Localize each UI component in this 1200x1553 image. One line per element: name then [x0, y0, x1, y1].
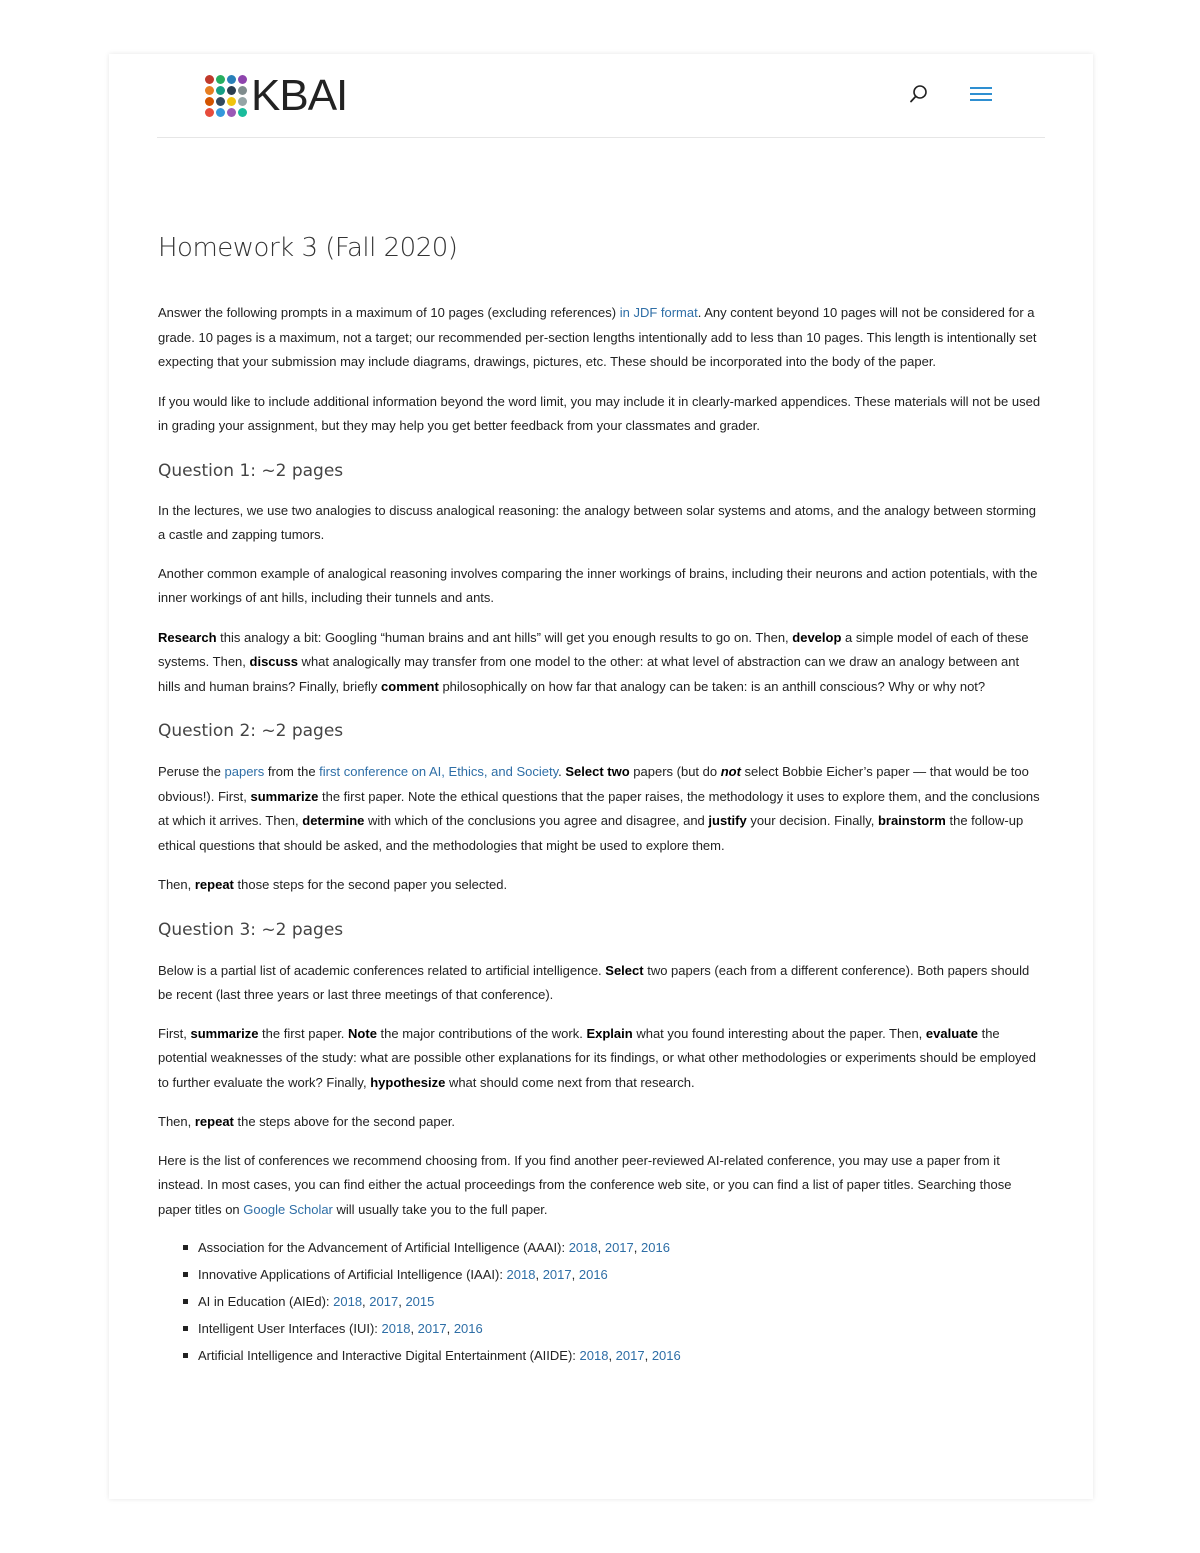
conference-name: Intelligent User Interfaces (IUI): — [198, 1321, 382, 1336]
conference-year-link[interactable]: 2017 — [604, 1240, 634, 1255]
kw-summarize: summarize — [250, 788, 319, 804]
logo-dot — [227, 97, 236, 106]
text: select Bobbie Eicher’s paper — that would be too obvious!). First, — [158, 764, 1029, 804]
conference-year-link[interactable]: 2016 — [651, 1348, 681, 1363]
separator: , — [608, 1348, 616, 1363]
separator: , — [571, 1267, 579, 1282]
q2-paragraph-1 — [158, 760, 1043, 858]
kw-determine: determine — [302, 813, 365, 828]
conference-year-link[interactable]: 2018 — [568, 1240, 598, 1255]
conference-year-link[interactable]: 2016 — [578, 1267, 608, 1282]
conference-year-link[interactable]: 2017 — [369, 1294, 399, 1309]
text: from the — [264, 764, 320, 779]
text: a simple model of each of these systems. Then, — [158, 629, 1029, 669]
q1-paragraph-2: Another common example of analogical reasoning involves comparing the inner workings of brains, including their neurons and action potentials, with the inner workings of ant hills, including their tunnels and ants. — [158, 565, 1038, 605]
kw-develop: develop — [792, 629, 842, 645]
q1-paragraph-3 — [158, 626, 1043, 700]
conference-year-link[interactable]: 2015 — [405, 1294, 435, 1309]
logo-dot — [205, 86, 214, 95]
papers-link[interactable]: papers — [224, 764, 265, 779]
kw-select: Select — [605, 962, 644, 978]
separator: , — [597, 1240, 605, 1255]
separator: , — [644, 1348, 652, 1363]
kw-justify: justify — [708, 813, 747, 828]
text: Answer the following prompts in a maximum of 10 pages (excluding references) — [158, 305, 620, 320]
conference-year-link[interactable]: 2018 — [579, 1348, 609, 1363]
logo-dot — [205, 108, 214, 117]
text: the steps above for the second paper. — [233, 1114, 456, 1129]
text: . — [558, 764, 566, 779]
jdf-format-link[interactable]: in JDF format — [619, 305, 698, 320]
conference-year-link[interactable]: 2017 — [542, 1267, 572, 1282]
ai-ethics-society-link[interactable]: first conference on AI, Ethics, and Society — [319, 764, 559, 779]
text: the potential weaknesses of the study: what are possible other explanations for its findings, or what other methodologies or experiments should be employed to further evaluate the work? Finally, — [158, 1025, 1037, 1090]
logo-dot — [238, 97, 247, 106]
conference-year-link[interactable]: 2018 — [333, 1294, 363, 1309]
q3-paragraph-3 — [158, 1110, 1043, 1135]
separator: , — [633, 1240, 641, 1255]
separator: , — [446, 1321, 454, 1336]
text: philosophically on how far that analogy can be taken: is an anthill conscious? Why or why not? — [438, 678, 986, 694]
text: . Any content beyond 10 pages will not be considered for a grade. 10 pages is a maximum, not a target; our recommended per-section lengths intentionally add to less than 10 pages. This length is intentionally set expecting that your submission may include diagrams, drawings, pictures, etc. These should be incorporated into the body of the paper. — [158, 305, 1037, 369]
logo-dot — [227, 75, 236, 84]
logo-dot — [205, 75, 214, 84]
q3-paragraph-2 — [158, 1022, 1043, 1096]
kw-select-two: Select two — [565, 764, 630, 779]
q3-paragraph-1 — [158, 959, 1043, 1008]
hamburger-menu-icon[interactable] — [970, 84, 992, 104]
conference-year-link[interactable]: 2018 — [506, 1267, 536, 1282]
kw-not: not — [720, 764, 741, 779]
page-card — [109, 54, 1093, 1499]
kw-brainstorm: brainstorm — [877, 813, 946, 828]
conference-name: Artificial Intelligence and Interactive Digital Entertainment (AIIDE): — [198, 1348, 580, 1363]
text: Then, — [158, 877, 195, 892]
text: Below is a partial list of academic conferences related to artificial intelligence. — [158, 962, 606, 978]
text: First, — [158, 1025, 191, 1041]
logo-dot — [205, 97, 214, 106]
text: this analogy a bit: Googling “human brains and ant hills” will get you enough results to go on. Then, — [216, 629, 793, 645]
conference-year-link[interactable]: 2017 — [417, 1321, 447, 1336]
kw-evaluate: evaluate — [925, 1025, 978, 1041]
kw-hypothesize: hypothesize — [370, 1074, 446, 1090]
logo-dot — [227, 108, 236, 117]
logo-dots — [205, 75, 247, 117]
question-1-heading: Question 1: ~2 pages — [158, 460, 344, 481]
text: the first paper. Note the ethical questions that the paper raises, the methodology it uses to explore them, and the conclusions at which it arrives. Then, — [158, 788, 1040, 828]
conference-item — [198, 1261, 1043, 1288]
conference-item — [198, 1288, 1043, 1315]
kw-note: Note — [348, 1025, 377, 1041]
google-scholar-link[interactable]: Google Scholar — [243, 1201, 333, 1217]
q3-paragraph-4 — [158, 1149, 1043, 1223]
separator: , — [535, 1267, 543, 1282]
text: the first paper. — [258, 1025, 349, 1041]
conference-name: Innovative Applications of Artificial Intelligence (IAAI): — [198, 1267, 507, 1282]
text: will usually take you to the full paper. — [332, 1201, 548, 1217]
kw-repeat: repeat — [194, 877, 234, 892]
q2-paragraph-2 — [158, 873, 1043, 898]
conference-year-link[interactable]: 2016 — [453, 1321, 483, 1336]
text: what analogically may transfer from one model to the other: at what level of abstraction can we draw an analogy between ant hills and human brains? Finally, briefly — [158, 654, 1020, 694]
text: the follow-up ethical questions that should be asked, and the methodologies that might be used to explore them. — [158, 813, 1024, 853]
text: Peruse the — [158, 764, 225, 779]
text: what you found interesting about the paper. Then, — [632, 1025, 926, 1041]
separator: , — [362, 1294, 370, 1309]
text: the major contributions of the work. — [376, 1025, 587, 1041]
kw-comment: comment — [381, 678, 439, 694]
logo-dot — [238, 75, 247, 84]
kw-explain: Explain — [586, 1025, 633, 1041]
conference-item — [198, 1315, 1043, 1342]
logo-dot — [216, 108, 225, 117]
logo-text: KBAI — [251, 71, 348, 120]
logo-dot — [238, 108, 247, 117]
conference-item — [198, 1342, 1043, 1369]
text: your decision. Finally, — [746, 813, 878, 828]
conference-year-link[interactable]: 2018 — [381, 1321, 411, 1336]
question-2-heading: Question 2: ~2 pages — [158, 721, 344, 741]
conference-name: AI in Education (AIEd): — [198, 1294, 334, 1309]
q1-paragraph-1: In the lectures, we use two analogies to discuss analogical reasoning: the analogy between solar systems and atoms, and the analogy between storming a castle and zapping tumors. — [158, 502, 1037, 542]
kw-summarize: summarize — [190, 1025, 259, 1041]
conference-name: Association for the Advancement of Artificial Intelligence (AAAI): — [198, 1240, 569, 1255]
logo-dot — [227, 86, 236, 95]
conference-year-link[interactable]: 2016 — [641, 1240, 670, 1255]
site-header — [157, 54, 1045, 138]
logo-dot — [216, 75, 225, 84]
conference-list — [158, 1234, 1043, 1369]
text: those steps for the second paper you selected. — [233, 877, 508, 892]
separator: , — [398, 1294, 406, 1309]
kw-discuss: discuss — [249, 654, 298, 669]
kw-research: Research — [158, 629, 217, 645]
kw-repeat: repeat — [194, 1114, 234, 1129]
text: what should come next from that research. — [445, 1074, 695, 1090]
text: with which of the conclusions you agree and disagree, and — [364, 813, 709, 828]
kbai-logo[interactable] — [205, 73, 347, 119]
logo-dot — [216, 97, 225, 106]
logo-dot — [216, 86, 225, 95]
question-3-heading: Question 3: ~2 pages — [158, 919, 344, 940]
separator: , — [410, 1321, 418, 1336]
text: two papers (each from a different conference). Both papers should be recent (last three years or last three meetings of that conference). — [158, 962, 1030, 1002]
text: Here is the list of conferences we recommend choosing from. If you find another peer-reviewed AI-related conference, you may use a paper from it instead. In most cases, you can find either the actual proceedings from the conference web site, or you can find a list of paper titles. Searching those paper titles on — [158, 1152, 1012, 1217]
logo-dot — [238, 86, 247, 95]
article-content — [158, 232, 1043, 1369]
conference-year-link[interactable]: 2017 — [615, 1348, 645, 1363]
text: papers (but do — [629, 764, 721, 779]
page-title: Homework 3 (Fall 2020) — [158, 233, 458, 263]
intro-paragraph-2: If you would like to include additional information beyond the word limit, you may include it in clearly-marked appendices. These materials will not be used in grading your assignment, but they may help you get better feedback from your classmates and grader. — [158, 393, 1041, 433]
text: Then, — [158, 1114, 195, 1129]
conference-item — [198, 1234, 1043, 1261]
intro-paragraph-1 — [158, 301, 1043, 375]
search-icon[interactable] — [909, 84, 929, 104]
